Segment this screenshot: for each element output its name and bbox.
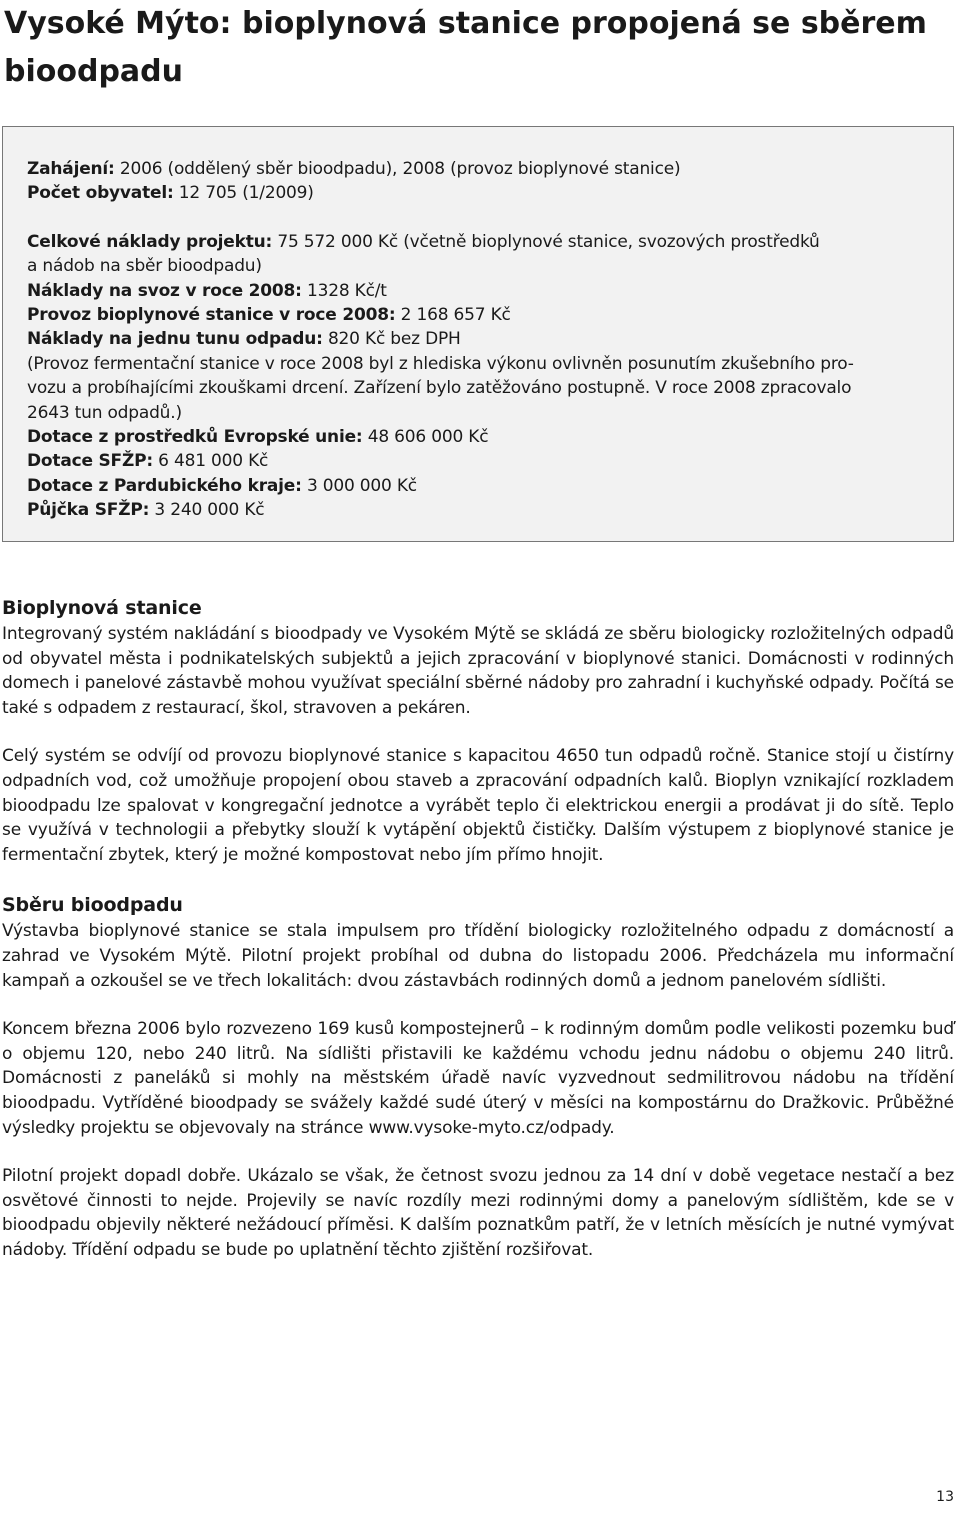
paragraph: Pilotní projekt dopadl dobře. Ukázalo se však, že četnost svozu jednou za 14 dní v době vegetace nestačí a bez osvětové činnosti to nejde. Projevily se navíc rozdíly mezi rodinnými domy a panelovým sídlištěm, kde se v bioodpadu objevily některé nežádoucí příměsi. K dalším poznatkům patří, že v letních měsících je nutné vymývat nádoby. Třídění odpadu se bude po uplatnění těchto zjištění rozšiřovat.	[2, 1166, 954, 1260]
info-loan	[27, 498, 937, 522]
info-label: Náklady na svoz v roce 2008:	[27, 280, 302, 301]
page-title: Vysoké Mýto: bioplynová stanice propojená se sběrem bioodpadu	[4, 6, 927, 89]
section-heading-biowaste-collection: Sběru bioodpadu	[2, 894, 183, 917]
info-note-line: vozu a probíhajícími zkouškami drcení. Zařízení bylo zatěžováno postupně. V roce 2008 zpracovalo	[27, 378, 852, 399]
info-note-line: 2643 tun odpadů.)	[27, 402, 182, 423]
info-value: 820 Kč bez DPH	[322, 329, 461, 350]
article-body	[2, 594, 954, 1262]
info-label: Dotace SFŽP:	[27, 451, 153, 472]
info-note-line: (Provoz fermentační stanice v roce 2008 byl z hlediska výkonu ovlivněn posunutím zkušebního pro-	[27, 353, 854, 374]
info-total-cost	[27, 230, 937, 254]
info-operation	[27, 303, 937, 327]
info-label: Celkové náklady projektu:	[27, 231, 273, 252]
section-heading-biogas-station: Bioplynová stanice	[2, 597, 202, 619]
info-spacer	[27, 206, 937, 230]
info-label: Zahájení:	[27, 159, 115, 179]
info-label: Dotace z Pardubického kraje:	[27, 475, 302, 496]
info-value: 2 168 657 Kč	[395, 305, 511, 326]
info-value: 75 572 000 Kč (včetně bioplynové stanice, svozových prostředků	[272, 231, 820, 252]
project-info-box	[2, 126, 954, 542]
info-label: Počet obyvatel:	[27, 183, 174, 204]
paragraph: Celý systém se odvíjí od provozu bioplynové stanice s kapacitou 4650 tun odpadů ročně. Stanice stojí u čistírny odpadních vod, což umožňuje propojení obou staveb a zpracování odpadních kalů. Bioplyn vznikající rozkladem bioodpadu lze spalovat v kongregační jednotce a vyrábět teplo či elektrickou energii a prodávat ji do sítě. Teplo se využívá v technologii a přebytky slouží k vytápění objektů čističky. Dalším výstupem z bioplynové stanice je fermentační zbytek, který je možné kompostovat nebo jím přímo hnojit.	[2, 746, 954, 865]
info-label: Provoz bioplynové stanice v roce 2008:	[27, 305, 396, 326]
page-number: 13	[936, 1489, 954, 1505]
info-value: 2006 (oddělený sběr bioodpadu), 2008 (provoz bioplynové stanice)	[114, 159, 681, 179]
info-value: 3 000 000 Kč	[301, 475, 417, 496]
info-eu-grant	[27, 425, 937, 449]
info-total-cost-cont: a nádob na sběr bioodpadu)	[27, 256, 262, 277]
info-value: 6 481 000 Kč	[152, 451, 269, 472]
info-value: 1328 Kč/t	[301, 280, 387, 301]
info-sfzp-grant	[27, 449, 937, 473]
info-value: 12 705 (1/2009)	[173, 183, 314, 204]
info-collection-cost	[27, 279, 937, 303]
info-label: Dotace z prostředků Evropské unie:	[27, 427, 363, 448]
info-label: Půjčka SFŽP:	[27, 500, 150, 521]
info-region-grant	[27, 474, 937, 498]
paragraph: Integrovaný systém nakládání s bioodpady ve Vysokém Mýtě se skládá ze sběru biologicky rozložitelných odpadů od obyvatel města i podnikatelských subjektů a jejich zpracování v bioplynové stanici. Domácnosti v rodinných domech i panelové zástavbě mohou využívat speciální sběrné nádoby pro zahradní i kuchyňské odpady. Počítá se také s odpadem z restaurací, škol, stravoven a pekáren.	[2, 624, 954, 718]
info-start	[27, 157, 937, 181]
info-value: 48 606 000 Kč	[362, 427, 489, 448]
info-label: Náklady na jednu tunu odpadu:	[27, 329, 323, 350]
paragraph: Výstavba bioplynové stanice se stala impulsem pro třídění biologicky rozložitelného odpadu z domácností a zahrad ve Vysokém Mýtě. Pilotní projekt probíhal od dubna do listopadu 2006. Předcházela mu informační kampaň a ozkoušel se ve třech lokalitách: dvou zástavbách rodinných domů a jednom panelovém sídlišti.	[2, 921, 954, 991]
project-info-list	[27, 157, 937, 523]
info-population	[27, 181, 937, 205]
paragraph: Koncem března 2006 bylo rozvezeno 169 kusů kompostejnerů – k rodinným domům podle velikosti pozemku buď o objemu 120, nebo 240 litrů. Na sídlišti přistavili ke každému vchodu jednu nádobu o objemu 240 litrů. Domácnosti z paneláků si mohly na městském úřadě navíc vyzvednout sedmilitrovou nádobu na třídění bioodpadu. Vytříděné bioodpady se svážely každé sudé úterý v měsíci na kompostárnu do Dražkovic. Průběžné výsledky projektu se objevovaly na stránce www.vysoke-myto.cz/odpady.	[2, 1019, 954, 1138]
info-cost-per-ton	[27, 327, 937, 351]
info-value: 3 240 000 Kč	[149, 500, 265, 521]
